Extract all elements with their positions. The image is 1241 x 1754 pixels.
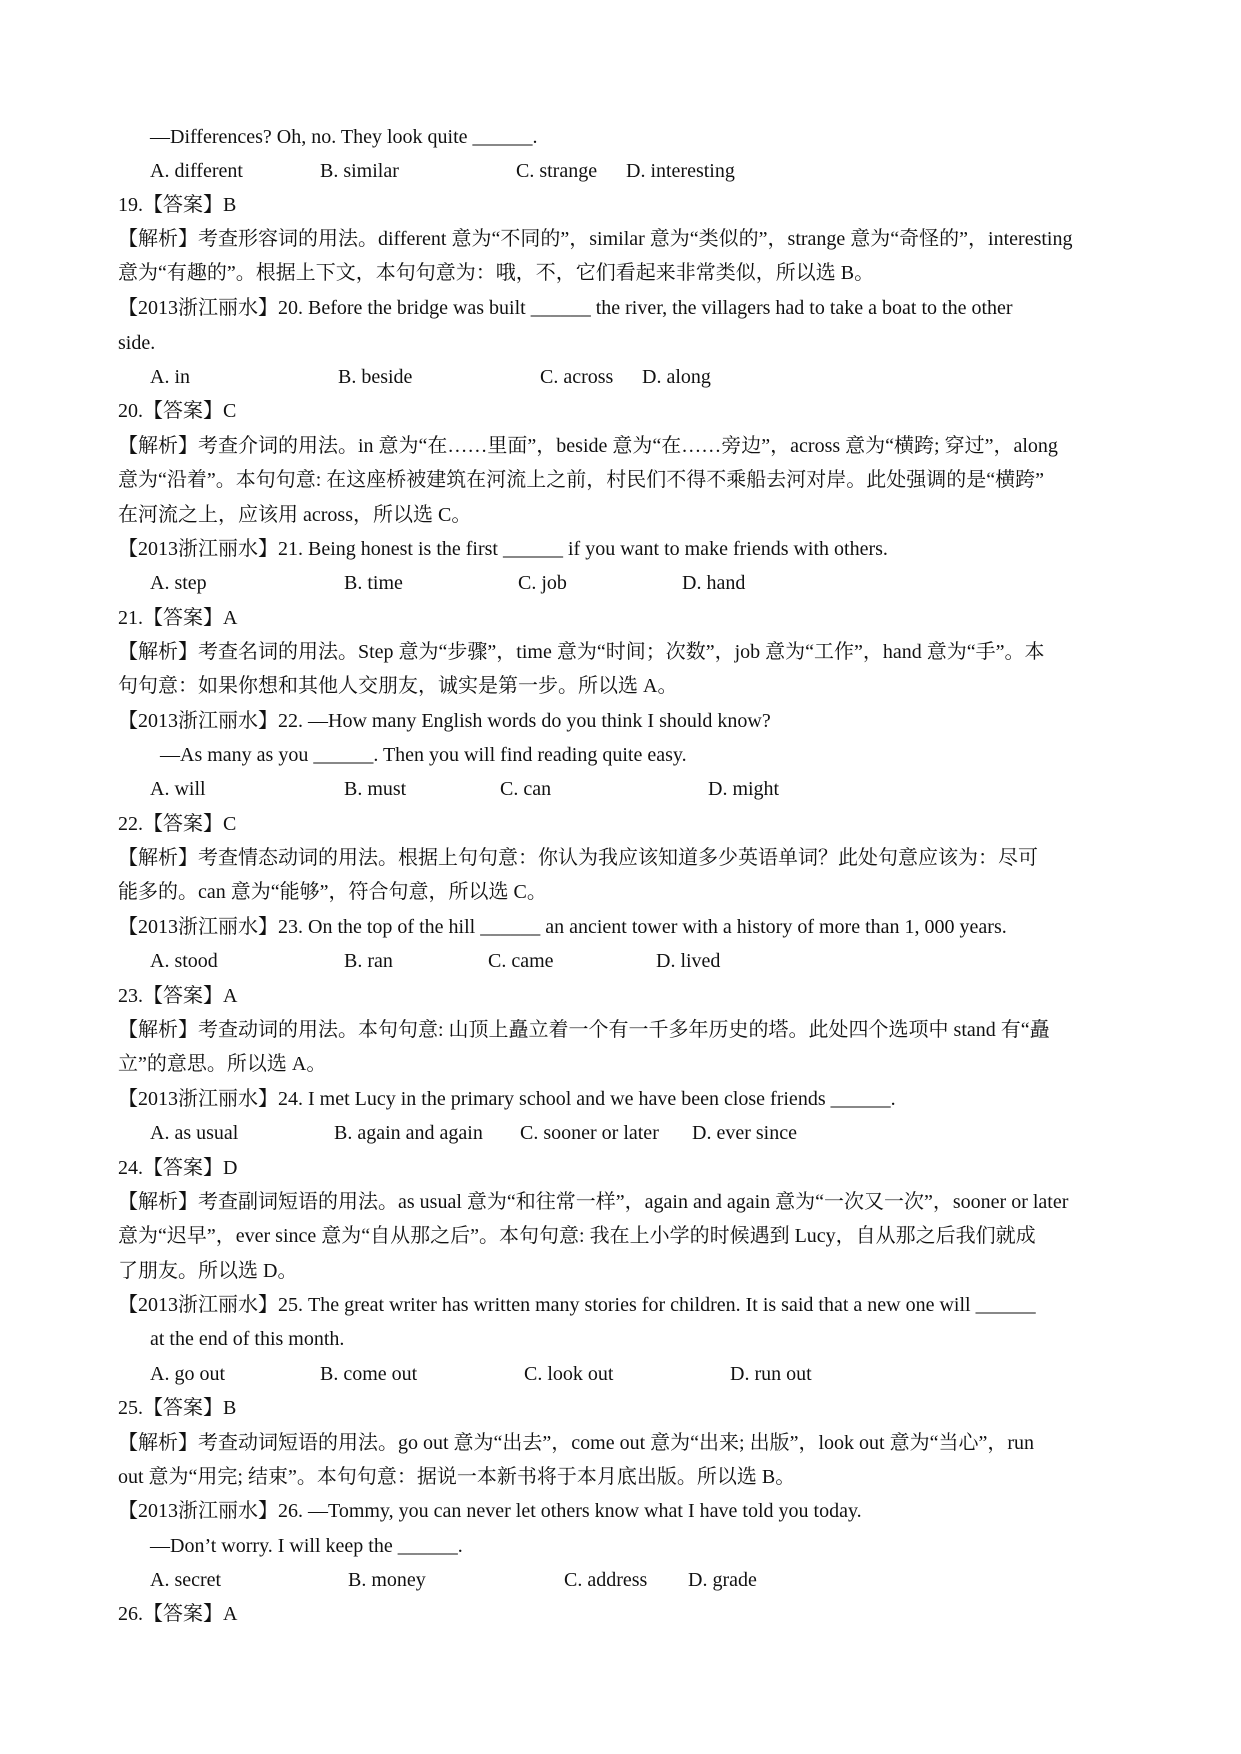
- q19-option-a: A. different: [150, 160, 243, 182]
- q20-question-cont: side.: [118, 332, 156, 354]
- q23-question: 【2013浙江丽水】23. On the top of the hill ______ an ancient tower with a history of more than 1, 000 years.: [118, 916, 1007, 938]
- q22-analysis-1: 【解析】考查情态动词的用法。根据上句句意：你认为我应该知道多少英语单词？此处句意应该为：尽可: [118, 847, 1038, 869]
- q23-option-c: C. came: [488, 950, 554, 972]
- q22-answer: 22.【答案】C: [118, 813, 237, 835]
- q19-option-d: D. interesting: [626, 160, 735, 182]
- q23-answer: 23.【答案】A: [118, 985, 238, 1007]
- q26-option-b: B. money: [348, 1569, 426, 1591]
- q26-option-d: D. grade: [688, 1569, 757, 1591]
- q21-option-d: D. hand: [682, 572, 746, 594]
- q22-analysis-2: 能多的。can 意为“能够”，符合句意，所以选 C。: [118, 881, 547, 903]
- q21-answer: 21.【答案】A: [118, 607, 238, 629]
- q20-option-a: A. in: [150, 366, 190, 388]
- q19-option-c: C. strange: [516, 160, 598, 182]
- q20-analysis-1: 【解析】考查介词的用法。in 意为“在……里面”，beside 意为“在……旁边”，across 意为“横跨; 穿过”，along: [118, 435, 1058, 457]
- q23-analysis-2: 立”的意思。所以选 A。: [118, 1053, 327, 1075]
- q25-option-c: C. look out: [524, 1363, 614, 1385]
- q24-analysis-1: 【解析】考查副词短语的用法。as usual 意为“和往常一样”，again and again 意为“一次又一次”，sooner or later: [118, 1191, 1069, 1213]
- q19-option-b: B. similar: [320, 160, 399, 182]
- q22-question: 【2013浙江丽水】22. —How many English words do you think I should know?: [118, 710, 771, 732]
- q24-question: 【2013浙江丽水】24. I met Lucy in the primary school and we have been close friends ______.: [118, 1088, 896, 1110]
- q26-answer: 26.【答案】A: [118, 1603, 238, 1625]
- q24-answer: 24.【答案】D: [118, 1157, 238, 1179]
- q23-analysis-1: 【解析】考查动词的用法。本句句意: 山顶上矗立着一个有一千多年历史的塔。此处四个选项中 stand 有“矗: [118, 1019, 1050, 1041]
- q24-option-c: C. sooner or later: [520, 1122, 659, 1144]
- q21-option-a: A. step: [150, 572, 207, 594]
- q25-option-d: D. run out: [730, 1363, 812, 1385]
- q21-question: 【2013浙江丽水】21. Being honest is the first ______ if you want to make friends with others.: [118, 538, 888, 560]
- q25-option-b: B. come out: [320, 1363, 418, 1385]
- q21-analysis-2: 句句意：如果你想和其他人交朋友，诚实是第一步。所以选 A。: [118, 675, 678, 697]
- q22-option-c: C. can: [500, 778, 552, 800]
- q20-option-b: B. beside: [338, 366, 413, 388]
- q24-analysis-2: 意为“迟早”，ever since 意为“自从那之后”。本句句意: 我在上小学的时候遇到 Lucy，自从那之后我们就成: [118, 1225, 1036, 1247]
- q24-analysis-3: 了朋友。所以选 D。: [118, 1260, 298, 1282]
- q25-question-cont: at the end of this month.: [150, 1328, 345, 1350]
- q19-answer: 19.【答案】B: [118, 194, 237, 216]
- q25-option-a: A. go out: [150, 1363, 225, 1385]
- q21-option-c: C. job: [518, 572, 567, 594]
- q24-option-b: B. again and again: [334, 1122, 483, 1144]
- q21-analysis-1: 【解析】考查名词的用法。Step 意为“步骤”，time 意为“时间；次数”，job 意为“工作”，hand 意为“手”。本: [118, 641, 1045, 663]
- q20-option-c: C. across: [540, 366, 614, 388]
- q20-analysis-2: 意为“沿着”。本句句意: 在这座桥被建筑在河流上之前，村民们不得不乘船去河对岸。此处强调的是“横跨”: [118, 469, 1045, 491]
- q25-answer: 25.【答案】B: [118, 1397, 237, 1419]
- q20-option-d: D. along: [642, 366, 711, 388]
- q24-option-a: A. as usual: [150, 1122, 239, 1144]
- q26-question: 【2013浙江丽水】26. —Tommy, you can never let others know what I have told you today.: [118, 1500, 862, 1522]
- q24-option-d: D. ever since: [692, 1122, 797, 1144]
- q19-analysis-1: 【解析】考查形容词的用法。different 意为“不同的”，similar 意为“类似的”，strange 意为“奇怪的”，interesting: [118, 228, 1073, 250]
- q22-dialogue: —As many as you ______. Then you will find reading quite easy.: [160, 744, 687, 766]
- q22-option-a: A. will: [150, 778, 206, 800]
- q20-analysis-3: 在河流之上，应该用 across，所以选 C。: [118, 504, 472, 526]
- q23-option-d: D. lived: [656, 950, 721, 972]
- q23-option-a: A. stood: [150, 950, 218, 972]
- q25-question: 【2013浙江丽水】25. The great writer has written many stories for children. It is said that a new one will ______: [118, 1294, 1036, 1316]
- q26-option-c: C. address: [564, 1569, 648, 1591]
- q20-question: 【2013浙江丽水】20. Before the bridge was built ______ the river, the villagers had to take a boat to the other: [118, 297, 1013, 319]
- q22-option-d: D. might: [708, 778, 780, 800]
- q19-dialogue: —Differences? Oh, no. They look quite ______.: [150, 126, 538, 148]
- q20-answer: 20.【答案】C: [118, 400, 237, 422]
- q25-analysis-1: 【解析】考查动词短语的用法。go out 意为“出去”，come out 意为“出来; 出版”，look out 意为“当心”，run: [118, 1432, 1035, 1454]
- q26-dialogue: —Don’t worry. I will keep the ______.: [150, 1535, 463, 1557]
- q26-option-a: A. secret: [150, 1569, 222, 1591]
- q22-option-b: B. must: [344, 778, 407, 800]
- q19-analysis-2: 意为“有趣的”。根据上下文，本句句意为：哦，不，它们看起来非常类似，所以选 B。: [118, 262, 875, 284]
- q21-option-b: B. time: [344, 572, 403, 594]
- q23-option-b: B. ran: [344, 950, 393, 972]
- q25-analysis-2: out 意为“用完; 结束”。本句句意：据说一本新书将于本月底出版。所以选 B。: [118, 1466, 796, 1488]
